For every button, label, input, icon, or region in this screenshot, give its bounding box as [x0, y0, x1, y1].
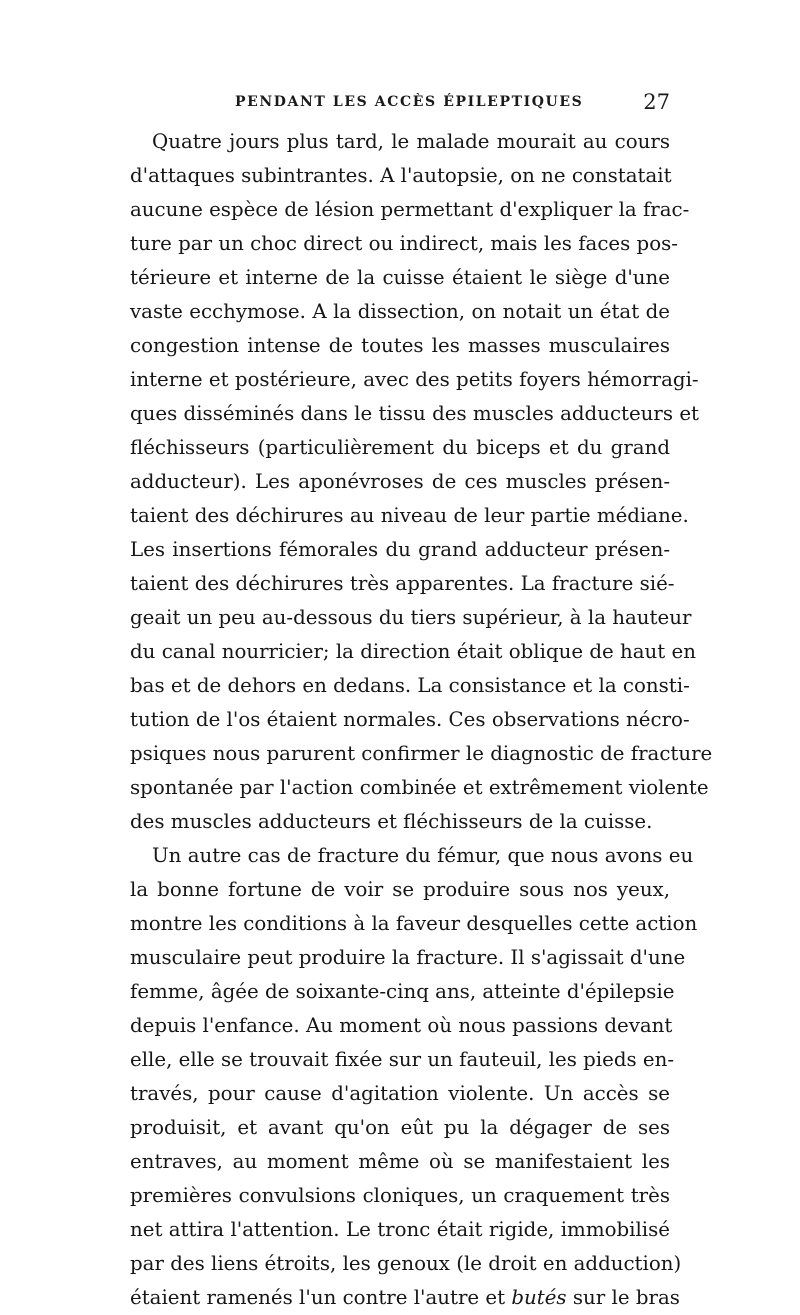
text-line: ques disséminés dans le tissu des muscles adducteurs et [130, 402, 699, 425]
text-line: bas et de dehors en dedans. La consistance et la consti- [130, 674, 690, 697]
text-line: taient des déchirures très apparentes. La fracture sié- [130, 572, 675, 595]
running-header [130, 92, 670, 116]
text-line: aucune espèce de lésion permettant d'expliquer la frac- [130, 198, 690, 221]
text-line: femme, âgée de soixante-cinq ans, atteinte d'épilepsie [130, 980, 675, 1003]
text-line: fléchisseurs (particulièrement du biceps et du grand [130, 436, 670, 459]
text-run: étaient ramenés l'un contre l'autre et [130, 1286, 512, 1309]
page-number: 27 [643, 90, 670, 114]
text-line-final [130, 1281, 680, 1315]
text-line: interne et postérieure, avec des petits foyers hémorragi- [130, 368, 699, 391]
text-line: la bonne fortune de voir se produire sous nos yeux, [130, 878, 670, 901]
text-line: d'attaques subintrantes. A l'autopsie, on ne constatait [130, 164, 672, 187]
text-line: par des liens étroits, les genoux (le droit en adduction) [130, 1252, 682, 1275]
text-line: taient des déchirures au niveau de leur partie médiane. [130, 504, 689, 527]
text-line: depuis l'enfance. Au moment où nous passions devant [130, 1014, 673, 1037]
text-run: sur le bras [566, 1286, 680, 1309]
text-line: Un autre cas de fracture du fémur, que nous avons eu [152, 844, 694, 867]
text-line: premières convulsions cloniques, un craquement très [130, 1184, 670, 1207]
text-line: musculaire peut produire la fracture. Il s'agissait d'une [130, 946, 686, 969]
text-line: montre les conditions à la faveur desquelles cette action [130, 912, 698, 935]
text-line: elle, elle se trouvait fixée sur un fauteuil, les pieds en- [130, 1048, 675, 1071]
text-line: des muscles adducteurs et fléchisseurs de la cuisse. [130, 810, 653, 833]
running-title: PENDANT LES ACCÈS ÉPILEPTIQUES [235, 94, 584, 110]
text-line: adducteur). Les aponévroses de ces muscles présen- [130, 470, 670, 493]
text-line: ture par un choc direct ou indirect, mais les faces pos- [130, 232, 678, 255]
text-line: Quatre jours plus tard, le malade mourait au cours [152, 130, 670, 153]
text-line: vaste ecchymose. A la dissection, on notait un état de [130, 300, 670, 323]
text-line: térieure et interne de la cuisse étaient le siège d'une [130, 266, 670, 289]
body-text [130, 125, 713, 1315]
text-line: través, pour cause d'agitation violente. Un accès se [130, 1082, 670, 1105]
text-line: produisit, et avant qu'on eût pu la dégager de ses [130, 1116, 670, 1139]
text-line: congestion intense de toutes les masses musculaires [130, 334, 670, 357]
italic-word: butés [511, 1286, 567, 1309]
text-line: du canal nourricier; la direction était oblique de haut en [130, 640, 696, 663]
text-line: psiques nous parurent confirmer le diagnostic de fracture [130, 742, 713, 765]
text-line: spontanée par l'action combinée et extrêmement violente [130, 776, 709, 799]
text-line: Les insertions fémorales du grand adducteur présen- [130, 538, 670, 561]
text-line: geait un peu au-dessous du tiers supérieur, à la hauteur [130, 606, 692, 629]
text-line: entraves, au moment même où se manifestaient les [130, 1150, 670, 1173]
text-line: tution de l'os étaient normales. Ces observations nécro- [130, 708, 690, 731]
text-line: net attira l'attention. Le tronc était rigide, immobilisé [130, 1218, 670, 1241]
